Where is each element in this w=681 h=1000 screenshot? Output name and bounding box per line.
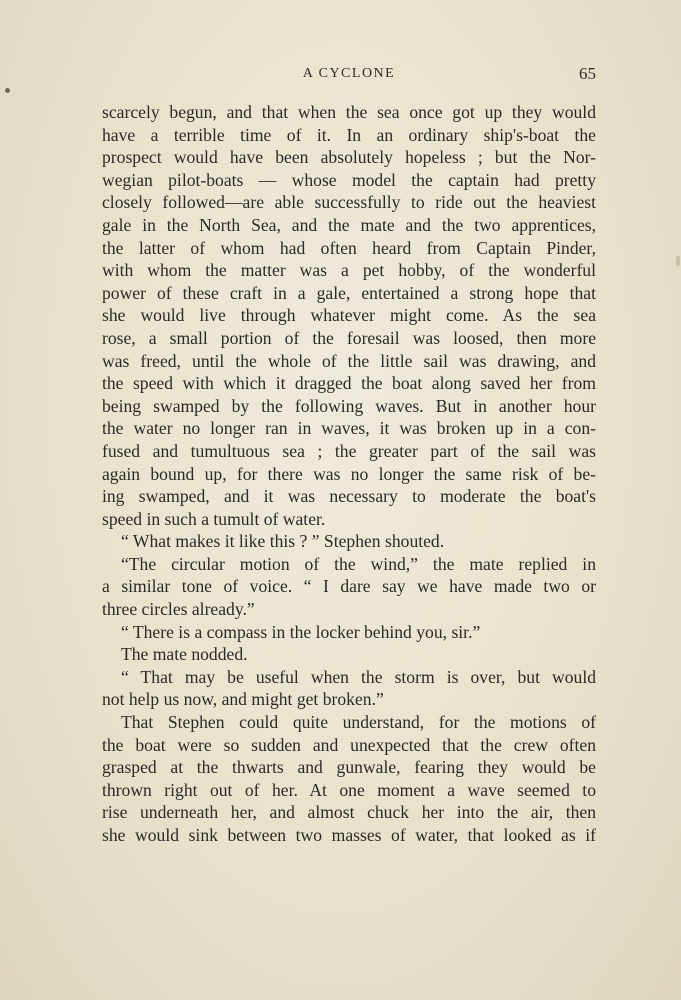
text-line: “ That may be useful when the storm is over, but would: [121, 666, 596, 687]
running-title: A CYCLONE: [302, 66, 396, 81]
text-line: not help us now, and might get broken.”: [102, 689, 384, 710]
text-line: the boat were so sudden and unexpected that the crew often: [102, 734, 596, 755]
text-line: fused and tumultuous sea ; the greater part of the sail was: [102, 440, 596, 461]
text-line: grasped at the thwarts and gunwale, fearing they would be: [102, 757, 596, 778]
text-line: rose, a small portion of the foresail was loosed, then more: [102, 327, 596, 348]
text-line: “ What makes it like this ? ” Stephen shouted.: [121, 531, 445, 552]
ink-speck: [5, 88, 10, 93]
text-line: have a terrible time of it. In an ordinary ship's-boat the: [102, 124, 596, 145]
text-line: speed in such a tumult of water.: [102, 508, 326, 529]
text-line: The mate nodded.: [121, 644, 248, 665]
text-line: power of these craft in a gale, entertained a strong hope that: [102, 282, 596, 303]
text-line: rise underneath her, and almost chuck her into the air, then: [102, 802, 596, 823]
text-line: wegian pilot-boats — whose model the captain had pretty: [102, 169, 596, 190]
text-line: thrown right out of her. At one moment a wave seemed to: [102, 779, 596, 800]
text-line: gale in the North Sea, and the mate and the two apprentices,: [102, 214, 596, 235]
text-line: That Stephen could quite understand, for the motions of: [121, 712, 596, 733]
text-line: the speed with which it dragged the boat along saved her from: [102, 373, 596, 394]
text-line: was freed, until the whole of the little sail was drawing, and: [102, 350, 596, 371]
text-line: the latter of whom had often heard from Captain Pinder,: [102, 237, 596, 258]
text-line: “The circular motion of the wind,” the mate replied in: [121, 553, 596, 574]
text-line: she would live through whatever might come. As the sea: [102, 305, 596, 326]
text-line: again bound up, for there was no longer the same risk of be-: [102, 463, 596, 484]
page-number: 65: [579, 64, 596, 83]
text-line: scarcely begun, and that when the sea once got up they would: [102, 102, 596, 122]
text-line: ing swamped, and it was necessary to moderate the boat's: [102, 486, 596, 507]
text-line: prospect would have been absolutely hopeless ; but the Nor-: [102, 147, 596, 168]
text-line: she would sink between two masses of water, that looked as if: [102, 825, 596, 845]
text-line: a similar tone of voice. “ I dare say we have made two or: [102, 576, 596, 597]
text-line: “ There is a compass in the locker behind you, sir.”: [121, 621, 481, 642]
text-line: three circles already.”: [102, 599, 255, 620]
page-edge-mark: [676, 256, 680, 266]
text-line: the water no longer ran in waves, it was broken up in a con-: [102, 418, 596, 439]
text-line: closely followed—are able successfully to ride out the heaviest: [102, 192, 596, 213]
text-line: with whom the matter was a pet hobby, of the wonderful: [102, 260, 596, 281]
text-line: being swamped by the following waves. But in another hour: [102, 395, 596, 416]
running-head: [102, 66, 596, 86]
body-text: [102, 101, 596, 847]
